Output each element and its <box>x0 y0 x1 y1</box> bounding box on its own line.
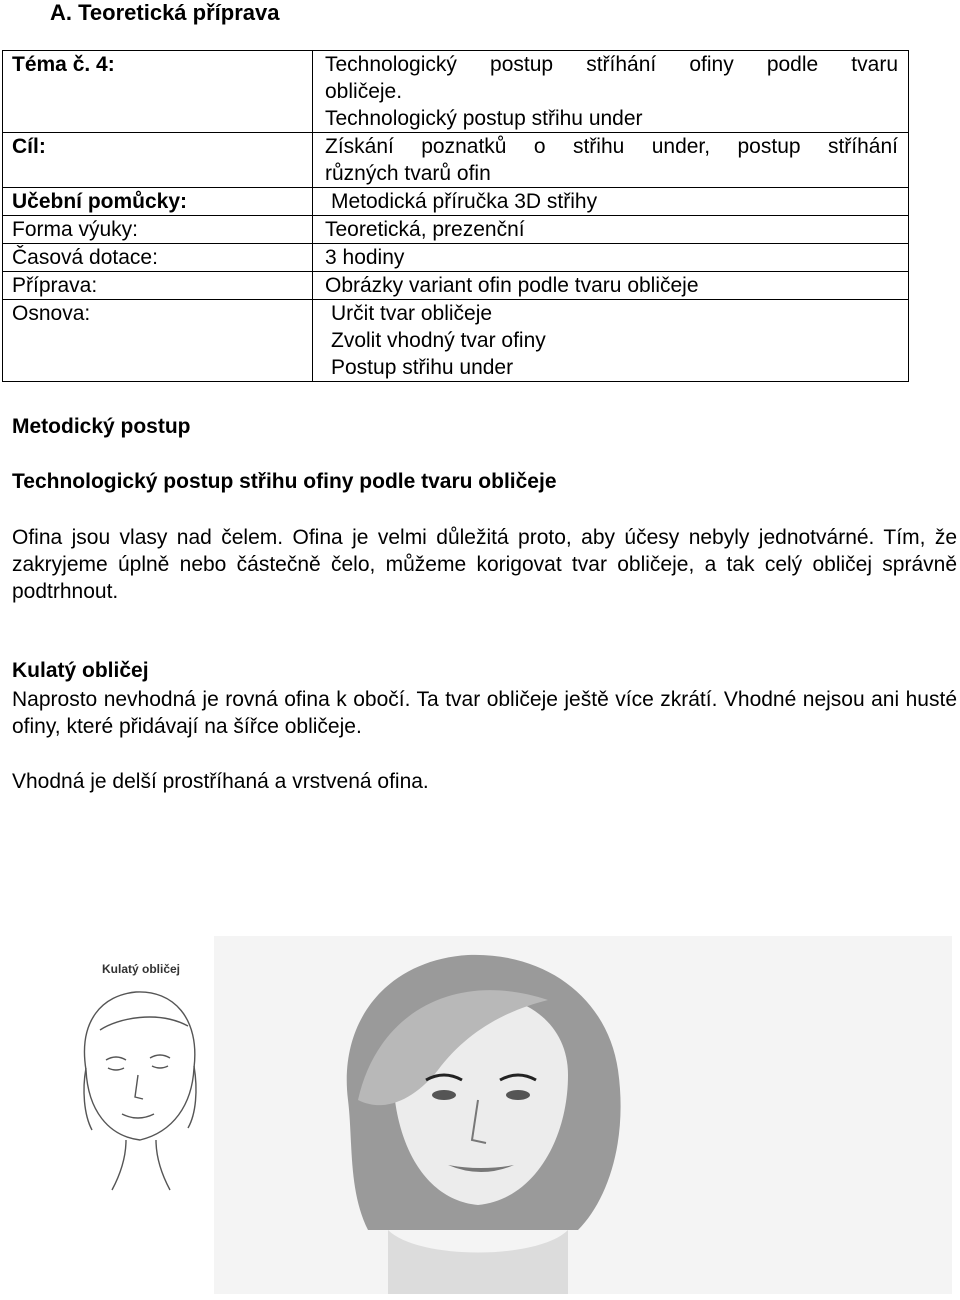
table-row <box>3 216 909 244</box>
round-face-paragraph-2: Vhodná je delší prostříhaná a vrstvená ofina. <box>12 770 429 793</box>
table-row <box>3 300 909 382</box>
outline-item: Určit tvar obličeje <box>331 302 493 325</box>
section-heading: A. Teoretická příprava <box>50 0 280 25</box>
outline-item: Postup střihu under <box>331 356 514 379</box>
table-row <box>3 188 909 216</box>
round-face-illustration <box>8 900 952 1294</box>
table-row <box>3 272 909 300</box>
figure-caption: Kulatý obličej <box>102 962 181 976</box>
form-label: Forma výuky: <box>3 216 313 244</box>
aids-value-text: Metodická příručka 3D střihy <box>331 190 598 213</box>
goal-line-1: Získání poznatků o střihu under, postup stříhání <box>325 135 898 158</box>
method-heading: Metodický postup <box>12 415 191 438</box>
goal-value <box>313 133 909 188</box>
round-face-heading: Kulatý obličej <box>12 659 149 682</box>
face-sketch-icon <box>84 992 196 1190</box>
outline-value <box>313 300 909 382</box>
outline-item: Zvolit vhodný tvar ofiny <box>331 329 546 352</box>
form-value: Teoretická, prezenční <box>313 216 909 244</box>
tech-heading: Technologický postup střihu ofiny podle tvaru obličeje <box>12 470 557 493</box>
table-row <box>3 51 909 133</box>
time-value: 3 hodiny <box>313 244 909 272</box>
outline-label: Osnova: <box>3 300 313 382</box>
topic-value <box>313 51 909 133</box>
topic-line-2: obličeje. <box>325 80 403 103</box>
topic-label: Téma č. 4: <box>3 51 313 133</box>
topic-line-3: Technologický postup střihu under <box>325 107 643 130</box>
aids-label: Učební pomůcky: <box>3 188 313 216</box>
goal-label: Cíl: <box>3 133 313 188</box>
table-row <box>3 133 909 188</box>
topic-line-1: Technologický postup stříhání ofiny podle tvaru <box>325 53 898 76</box>
prep-label: Příprava: <box>3 272 313 300</box>
round-face-paragraph-1: Naprosto nevhodná je rovná ofina k obočí. Ta tvar obličeje ještě více zkrátí. Vhodné nejsou ani husté ofiny, které přidávají na šířce obličeje. <box>12 688 957 738</box>
time-label: Časová dotace: <box>3 244 313 272</box>
table-row <box>3 244 909 272</box>
goal-line-2: různých tvarů ofin <box>325 162 491 185</box>
intro-paragraph: Ofina jsou vlasy nad čelem. Ofina je velmi důležitá proto, aby účesy nebyly jednotvárné. Tím, že zakryjeme úplně nebo částečně čelo, můžeme korigovat tvar obličeje, a tak celý obličej správně podtrhnout. <box>12 526 957 603</box>
lesson-info-table <box>2 50 909 382</box>
aids-value <box>313 188 909 216</box>
prep-value: Obrázky variant ofin podle tvaru obličeje <box>313 272 909 300</box>
